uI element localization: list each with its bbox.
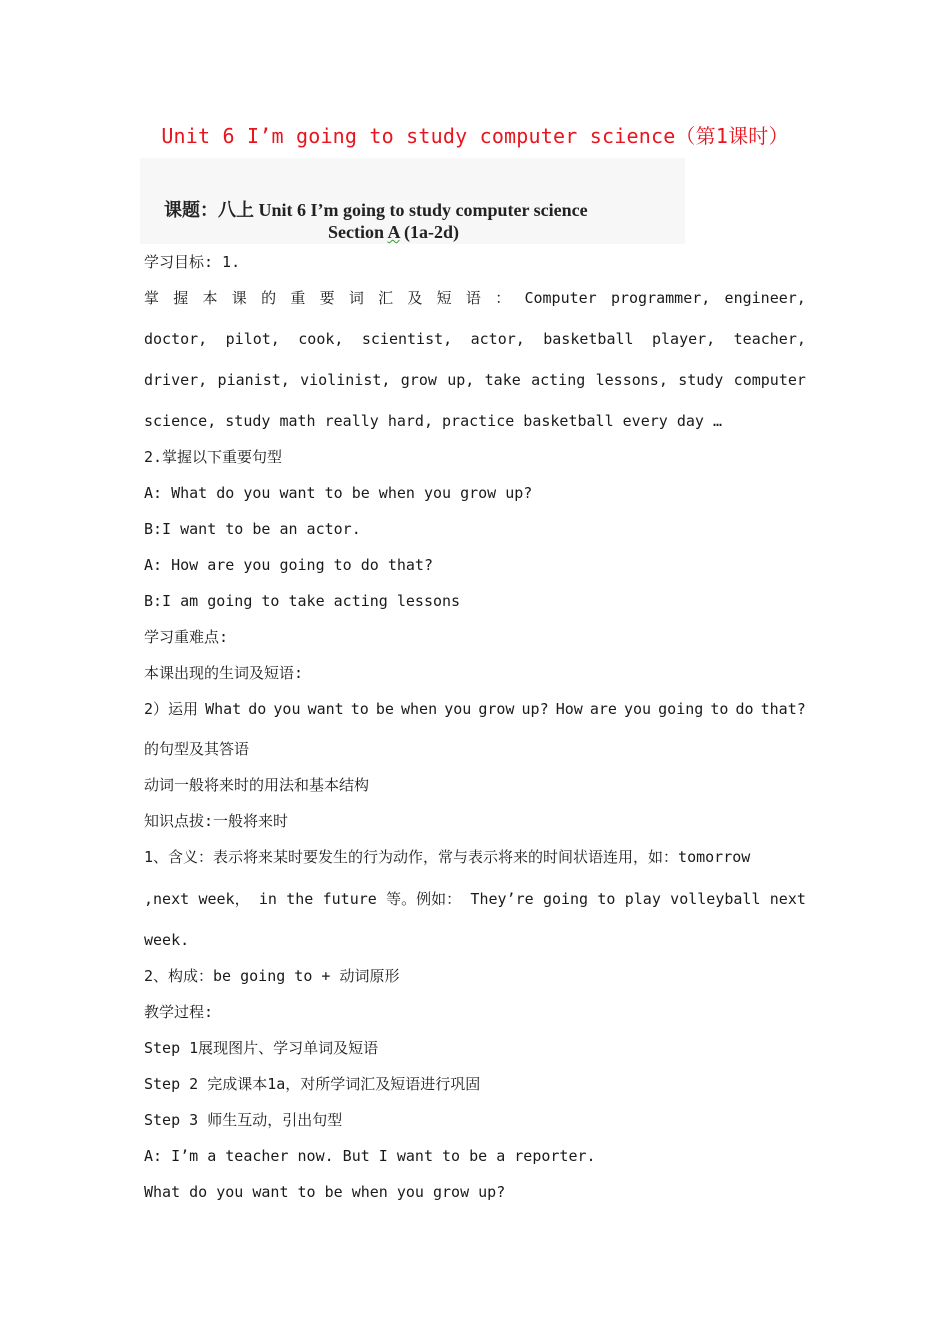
point-word: to <box>710 700 729 718</box>
point-word: to <box>350 700 369 718</box>
vocab-word: 要 <box>319 289 335 307</box>
structure-line: 2、构成：be going to + 动词原形 <box>144 967 400 985</box>
section-range: (1a-2d) <box>399 222 460 242</box>
meaning-word: 等。例如： <box>386 890 462 908</box>
vocab-word: take <box>484 371 521 389</box>
vocab-word: 本 <box>202 289 218 307</box>
dialogue-line-1: A: I’m a teacher now. But I want to be a reporter. <box>144 1147 596 1165</box>
vocab-word: ： <box>495 289 511 307</box>
point-word: you <box>624 700 652 718</box>
meaning-text: 1、含义：表示将来某时要发生的行为动作，常与表示将来的时间状语连用，如：tomorrow <box>144 848 751 866</box>
meaning-word: next <box>769 890 806 908</box>
vocab-word: programmer, <box>610 289 711 307</box>
meaning-line-1 <box>144 847 806 867</box>
vocab-word: computer <box>733 371 806 389</box>
sentence-patterns-label: 2.掌握以下重要句型 <box>144 448 283 466</box>
objectives-label: 学习目标: 1. <box>144 253 241 271</box>
vocab-word: driver, <box>144 371 208 389</box>
point-word: do <box>735 700 754 718</box>
vocab-word: up, <box>447 371 475 389</box>
meaning-word: to <box>597 890 616 908</box>
meaning-line-3: week. <box>144 931 190 949</box>
process-label: 教学过程: <box>144 1003 214 1021</box>
meaning-word: play <box>624 890 661 908</box>
meaning-line-2 <box>144 889 806 909</box>
meaning-word: going <box>542 890 589 908</box>
vocab-word: 汇 <box>378 289 394 307</box>
vocab-word: 词 <box>348 289 364 307</box>
vocab-word: basketball <box>543 330 634 348</box>
point-word: grow <box>478 700 515 718</box>
point-word: want <box>307 700 344 718</box>
sentence-1: A: What do you want to be when you grow up? <box>144 484 533 502</box>
sentence-3: A: How are you going to do that? <box>144 556 433 574</box>
section-word: Section <box>328 222 388 242</box>
point-word: you <box>273 700 301 718</box>
knowledge-label: 知识点拔:一般将来时 <box>144 812 289 830</box>
meaning-word: volleyball <box>670 890 761 908</box>
vocab-line-2 <box>144 329 806 349</box>
meaning-word: in <box>258 890 277 908</box>
step-1: Step 1展现图片、学习单词及短语 <box>144 1039 379 1057</box>
point-word: that? <box>760 700 806 718</box>
meaning-word: week， <box>198 890 250 908</box>
dialogue-line-2: What do you want to be when you grow up? <box>144 1183 506 1201</box>
meaning-word: the <box>286 890 314 908</box>
vocab-word: 语 <box>465 289 481 307</box>
vocab-word: violinist, <box>300 371 391 389</box>
meaning-word: future <box>322 890 377 908</box>
section-letter: A <box>387 222 400 242</box>
key-points-label: 学习重难点: <box>144 628 229 646</box>
sentence-4: B:I am going to take acting lessons <box>144 592 461 610</box>
lesson-topic-line: 课题：八上 Unit 6 I’m going to study computer science <box>164 200 588 220</box>
point-3: 动词一般将来时的用法和基本结构 <box>144 776 370 794</box>
vocab-word: pianist, <box>217 371 290 389</box>
point-word: up? <box>521 700 549 718</box>
point-word: are <box>589 700 617 718</box>
vocab-word: 的 <box>261 289 277 307</box>
vocab-word: acting <box>531 371 586 389</box>
vocab-word: pilot, <box>225 330 280 348</box>
vocab-word: Computer <box>524 289 597 307</box>
vocab-word: lessons, <box>595 371 668 389</box>
vocab-line-4: science, study math really hard, practice basketball every day … <box>144 412 722 430</box>
point-word: 2）运用 <box>144 700 199 718</box>
point-word: when <box>401 700 438 718</box>
point-2-line-1 <box>144 699 806 719</box>
vocab-word: teacher, <box>733 330 806 348</box>
vocab-word: cook, <box>298 330 344 348</box>
step-3: Step 3 师生互动，引出句型 <box>144 1111 343 1129</box>
vocab-word: 及 <box>407 289 423 307</box>
vocab-word: player, <box>652 330 716 348</box>
vocab-word: study <box>678 371 724 389</box>
point-word: How <box>555 700 583 718</box>
point-word: What <box>205 700 242 718</box>
vocab-word: 掌 <box>144 289 160 307</box>
vocab-word: grow <box>400 371 437 389</box>
vocab-line-1 <box>144 288 806 308</box>
vocab-word: 重 <box>290 289 306 307</box>
point-word: you <box>444 700 472 718</box>
vocab-word: 短 <box>436 289 452 307</box>
step-2: Step 2 完成课本1a，对所学词汇及短语进行巩固 <box>144 1075 481 1093</box>
lesson-header-image <box>140 158 685 244</box>
point-2-line-2: 的句型及其答语 <box>144 740 250 758</box>
point-word: do <box>248 700 267 718</box>
vocab-word: 握 <box>173 289 189 307</box>
new-words-label: 本课出现的生词及短语: <box>144 664 304 682</box>
vocab-word: scientist, <box>361 330 453 348</box>
meaning-word: They’re <box>470 890 534 908</box>
document-title: Unit 6 I’m going to study computer science（第1课时） <box>161 124 789 148</box>
point-word: be <box>375 700 394 718</box>
vocab-word: engineer, <box>724 289 806 307</box>
vocab-word: 课 <box>231 289 247 307</box>
lesson-section-line <box>328 222 459 243</box>
point-word: going <box>658 700 704 718</box>
meaning-word: ,next <box>144 890 190 908</box>
vocab-word: actor, <box>470 330 525 348</box>
vocab-word: doctor, <box>144 330 208 348</box>
sentence-2: B:I want to be an actor. <box>144 520 361 538</box>
vocab-line-3 <box>144 370 806 390</box>
